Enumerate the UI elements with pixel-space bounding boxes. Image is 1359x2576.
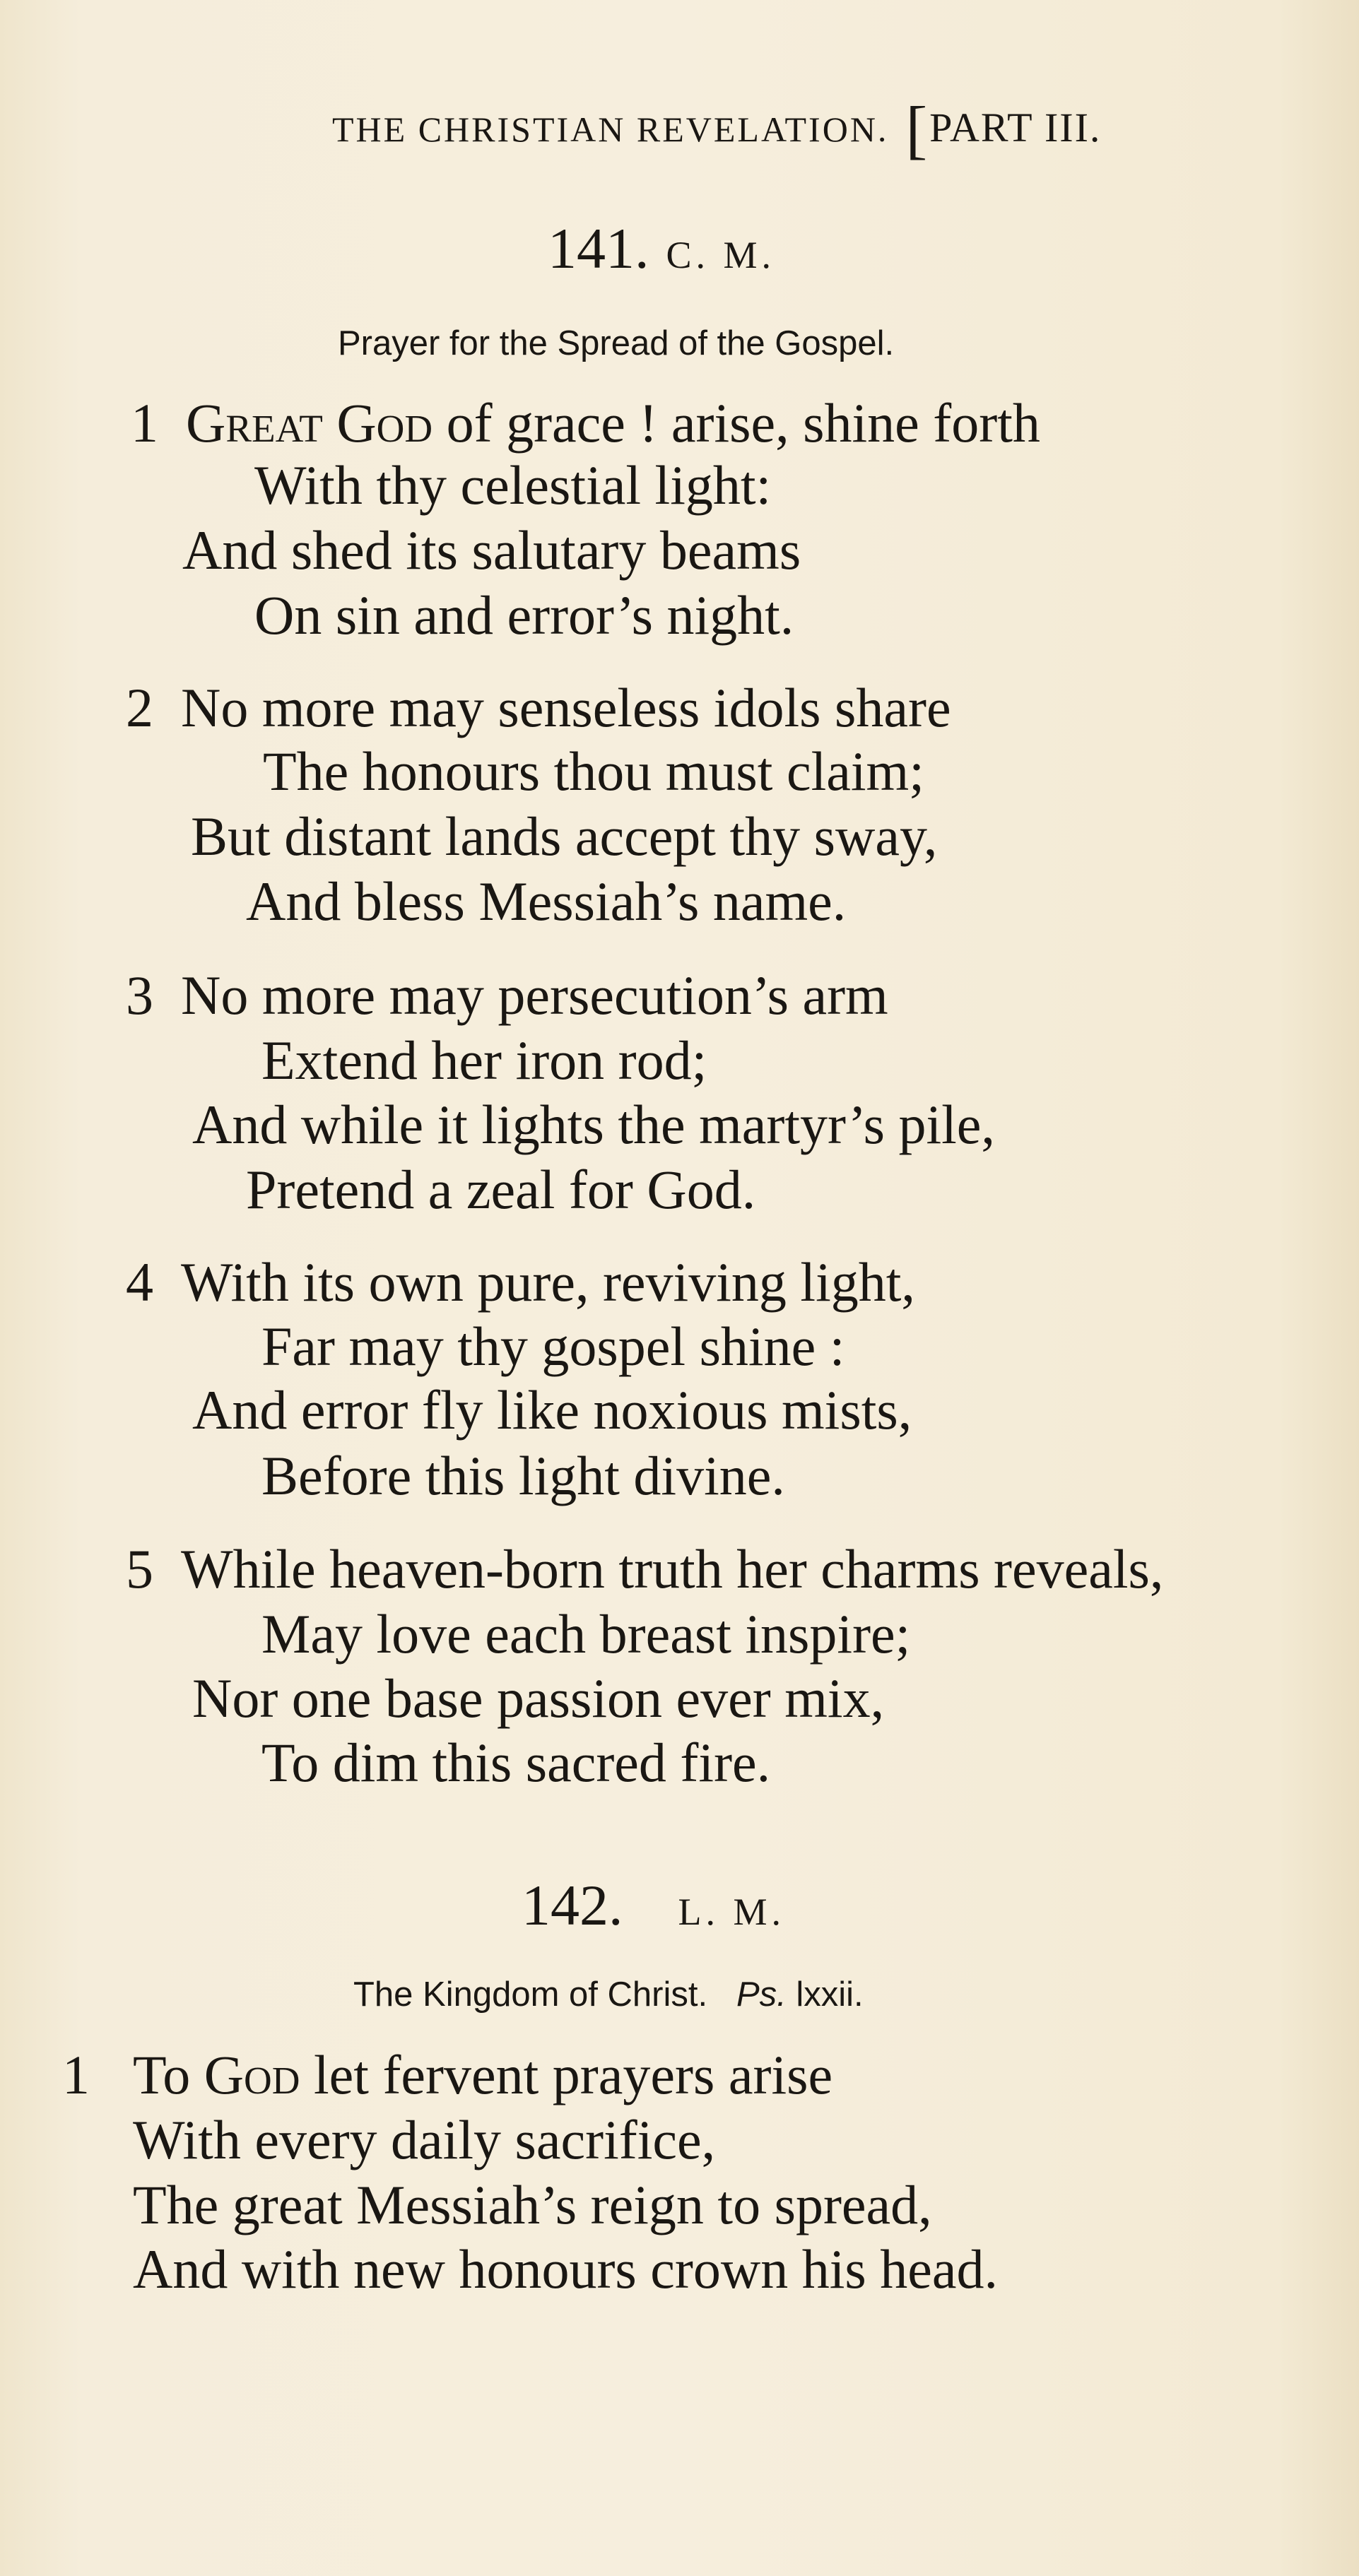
- verse-1-line-2: With thy celestial light:: [254, 454, 772, 516]
- hymn-141-title: Prayer for the Spread of the Gospel.: [338, 324, 895, 362]
- hymn-142-verse-1-line-1: 1 To God let fervent prayers arise: [62, 2044, 833, 2105]
- running-head: [332, 92, 1101, 167]
- verse-1-line-1: 1 Great God of grace ! arise, shine forth: [131, 392, 1040, 454]
- verse-4-line-3: And error fly like noxious mists,: [192, 1379, 912, 1441]
- running-title: THE CHRISTIAN REVELATION.: [332, 110, 889, 149]
- verse-number: 1: [62, 2044, 90, 2105]
- verse-5-line-1: 5 While heaven-born truth her charms reveals,: [126, 1538, 1164, 1600]
- hymn-142-title: The Kingdom of Christ. Ps. lxxii.: [353, 1975, 864, 2014]
- hymn-142-verse-1-line-2: With every daily sacrifice,: [133, 2109, 716, 2170]
- hymn-142-verse-1-line-3: The great Messiah’s reign to spread,: [133, 2174, 932, 2235]
- verse-4-line-1: 4 With its own pure, reviving light,: [126, 1251, 915, 1313]
- verse-5-line-3: Nor one base passion ever mix,: [192, 1667, 885, 1729]
- verse-2-line-3: But distant lands accept thy sway,: [191, 805, 938, 867]
- verse-number: 5: [126, 1538, 153, 1600]
- verse-4-line-4: Before this light divine.: [261, 1445, 785, 1506]
- verse-5-line-2: May love each breast inspire;: [261, 1603, 911, 1665]
- verse-2-line-4: And bless Messiah’s name.: [246, 870, 847, 932]
- hymn-meter: L. M.: [678, 1891, 785, 1933]
- verse-2-line-1: 2 No more may senseless idols share: [126, 677, 951, 738]
- verse-2-line-2: The honours thou must claim;: [263, 740, 924, 802]
- hymn-142-verse-1-line-4: And with new honours crown his head.: [133, 2238, 998, 2300]
- hymn-number: 141.: [548, 216, 649, 280]
- verse-number: 2: [126, 677, 153, 738]
- verse-3-line-4: Pretend a zeal for God.: [246, 1159, 756, 1220]
- verse-number: 1: [131, 392, 158, 454]
- hymn-meter: C. M.: [666, 234, 776, 276]
- hymn-142-heading: [522, 1872, 785, 1939]
- verse-number: 4: [126, 1251, 153, 1313]
- verse-3-line-1: 3 No more may persecution’s arm: [126, 964, 888, 1026]
- verse-1-line-3: And shed its salutary beams: [182, 519, 801, 581]
- verse-first-word: Great God: [186, 392, 433, 454]
- verse-first-word: God: [204, 2044, 300, 2105]
- scripture-number: lxxii.: [796, 1975, 864, 2014]
- verse-number: 3: [126, 964, 153, 1026]
- verse-4-line-2: Far may thy gospel shine :: [261, 1316, 845, 1377]
- verse-1-line-4: On sin and error’s night.: [254, 584, 794, 646]
- hymn-number: 142.: [522, 1873, 623, 1937]
- hymn-141-heading: [548, 215, 775, 282]
- scripture-book: Ps.: [736, 1975, 787, 2014]
- bracket: [: [905, 93, 930, 165]
- verse-3-line-2: Extend her iron rod;: [261, 1029, 707, 1091]
- part-label: PART III.: [929, 105, 1102, 150]
- verse-3-line-3: And while it lights the martyr’s pile,: [192, 1094, 995, 1155]
- verse-5-line-4: To dim this sacred fire.: [261, 1732, 771, 1793]
